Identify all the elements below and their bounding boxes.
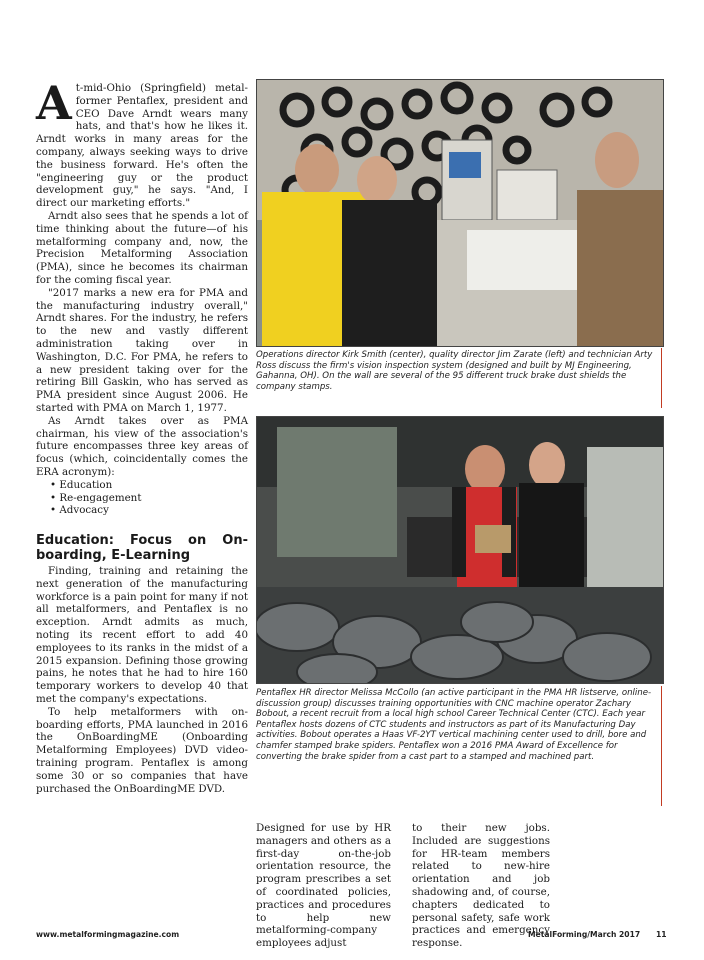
- bullet-item: • Re-engagement: [50, 492, 248, 505]
- photo-hr-training: [256, 416, 664, 684]
- caption-rule: [661, 348, 662, 408]
- drop-cap: A: [36, 76, 72, 130]
- photo-caption-2: Pentaflex HR director Melissa McCollo (an active participant in the PMA HR listserve, online-discussion group) discusses training opportunities with CNC machine operator Zachary Bobout, a recent recruit from a local high school Career Technical Center (CTC). Each year Pentaflex hosts dozens of CTC students and instructors as part of its Manufacturing Day activities. Bobout operates a Haas VF-2YT vertical machining center used to drill, bore and chamfer stamped brake spiders. Pentaflex won a 2016 PMA Award of Excellence for converting the brake spider from a cast part to a stamped and machined part.: [256, 688, 652, 762]
- article-paragraph: Finding, training and retaining the next generation of the manufacturing workforce is a pain point for many if not all metalformers, and Pentaflex is no exception. Arndt admits as much, noting its recent effort to add 40 employees to its ranks in the midst of a 2015 expansion. Defining those growing pains, he notes that he had to hire 160 temporary workers to develop 40 that met the company's expectations.: [36, 565, 248, 706]
- footer-issue: MetalForming/March 2017: [528, 930, 641, 939]
- article-paragraph: [36, 76, 248, 210]
- photo-illustration: [257, 80, 663, 346]
- bullet-item: • Advocacy: [50, 504, 248, 517]
- bullet-item: • Education: [50, 479, 248, 492]
- article-paragraph: Arndt also sees that he spends a lot of time thinking about the future—of his metalforming company and, now, the Precision Metalforming Association (PMA), since he becomes its chairman for the coming fiscal year.: [36, 209, 248, 286]
- section-subhead: Education: Focus on On-boarding, E-Learning: [36, 533, 248, 564]
- article-paragraph: "2017 marks a new era for PMA and the manufacturing industry overall," Arndt shares. For the industry, he refers to the new and vastly different administration taking over in Washington, D.C. For PMA, he refers to a new president taking over for the retiring Bill Gaskin, who has served as PMA president since August 2006. He started with PMA on March 1, 1977.: [36, 286, 248, 414]
- article-column-2: Designed for use by HR managers and others as a first-day on-the-job orientation resource, the program prescribes a set of coordinated policies, practices and procedures to help new metalforming-company employees adjust: [256, 822, 391, 950]
- article-paragraph: As Arndt takes over as PMA chairman, his view of the association's future encompasses three key areas of focus (which, coincidentally comes the ERA acronym):: [36, 414, 248, 478]
- era-bullet-list: [36, 479, 248, 517]
- paragraph-text: t-mid-Ohio (Springfield) metal-former Pentaflex, president and CEO Dave Arndt wears many hats, and that's how he likes it. Arndt works in many areas for the company, always seeking ways to drive the business forward. He's often the "engineering guy or the product development guy," he says. "And, I direct our marketing efforts.": [36, 82, 248, 210]
- article-left-column: [36, 76, 248, 795]
- article-column-3: to their new jobs. Included are suggestions for HR-team members related to new-hire orientation and job shadowing and, of course, chapters dedicated to personal safety, safe work practices and emergency response.: [412, 822, 550, 950]
- photo-illustration: [257, 417, 663, 683]
- photo-vision-inspection: [256, 79, 664, 347]
- footer-page-number: 11: [656, 930, 667, 939]
- photo-caption-1: Operations director Kirk Smith (center), quality director Jim Zarate (left) and technician Arty Ross discuss the firm's vision inspection system (designed and built by MJ Engineering, Gahanna, OH). On the wall are several of the 95 different truck brake dust shields the company stamps.: [256, 350, 653, 392]
- article-paragraph: To help metalformers with on-boarding efforts, PMA launched in 2016 the OnBoardingME (Onboarding Metalforming Employees) DVD video-training program. Pentaflex is among some 30 or so companies that have purchased the OnBoardingME DVD.: [36, 705, 248, 795]
- footer-website: www.metalformingmagazine.com: [36, 930, 180, 939]
- caption-rule: [661, 686, 662, 806]
